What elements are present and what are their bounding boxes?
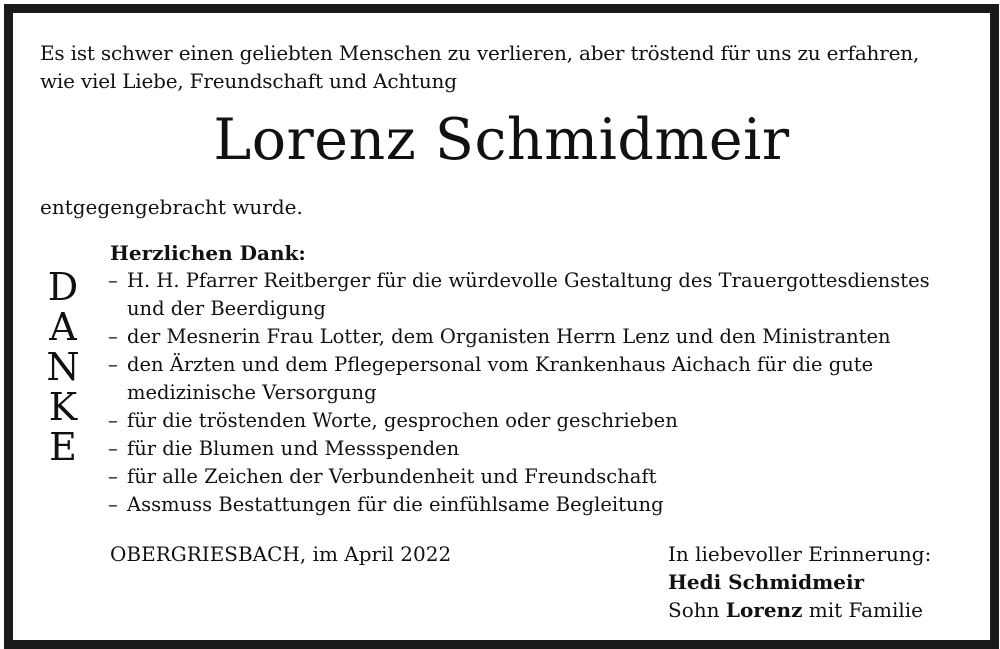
obituary-frame [4,4,999,649]
thanks-heading: Herzlichen Dank: [110,241,306,265]
dash: – [108,353,118,376]
intro-text [40,39,919,95]
intro-line-1: Es ist schwer einen geliebten Menschen zu verlieren, aber tröstend für uns zu erfahren, [40,41,920,65]
danke-letter: E [49,425,77,469]
danke-vertical [39,267,87,467]
thanks-item [108,351,968,407]
thanks-item-line: und der Beerdigung [127,297,326,320]
thanks-item [108,435,968,463]
received-text: entgegengebracht wurde. [40,195,303,219]
thanks-item [108,323,968,351]
dash: – [108,409,118,432]
danke-letter: A [49,305,77,349]
thanks-item-line: für alle Zeichen der Verbundenheit und Freundschaft [127,465,657,488]
thanks-item-line: für die Blumen und Messspenden [127,437,460,460]
signature-family-suffix: mit Familie [802,598,923,622]
signature-intro: In liebevoller Erinnerung: [668,542,932,566]
danke-letter: D [47,265,79,309]
signature-son-name: Lorenz [725,598,803,622]
intro-line-2: wie viel Liebe, Freundschaft und Achtung [40,69,457,93]
signature-family [668,596,931,624]
thanks-item-line: der Mesnerin Frau Lotter, dem Organisten Herrn Lenz und den Ministranten [127,325,891,348]
signature-family-prefix: Sohn [668,598,726,622]
thanks-item-line: medizinische Versorgung [127,381,377,404]
dash: – [108,269,118,292]
signature-name: Hedi Schmidmeir [668,570,865,594]
dash: – [108,465,118,488]
thanks-item-line: H. H. Pfarrer Reitberger für die würdevolle Gestaltung des Trauergottesdienstes [127,269,930,292]
danke-letter: N [46,345,80,389]
dash: – [108,493,118,516]
thanks-item [108,491,968,519]
thanks-list [108,267,968,519]
thanks-item [108,267,968,323]
thanks-item-line: für die tröstenden Worte, gesprochen oder geschrieben [127,409,678,432]
thanks-item [108,463,968,491]
thanks-item-line: Assmuss Bestattungen für die einfühlsame Begleitung [127,493,664,516]
dash: – [108,325,118,348]
deceased-name: Lorenz Schmidmeir [213,107,790,173]
signature-block [668,540,931,624]
thanks-item [108,407,968,435]
dash: – [108,437,118,460]
danke-letter: K [48,385,78,429]
place-date: OBERGRIESBACH, im April 2022 [110,542,452,566]
thanks-item-line: den Ärzten und dem Pflegepersonal vom Krankenhaus Aichach für die gute [127,353,874,376]
